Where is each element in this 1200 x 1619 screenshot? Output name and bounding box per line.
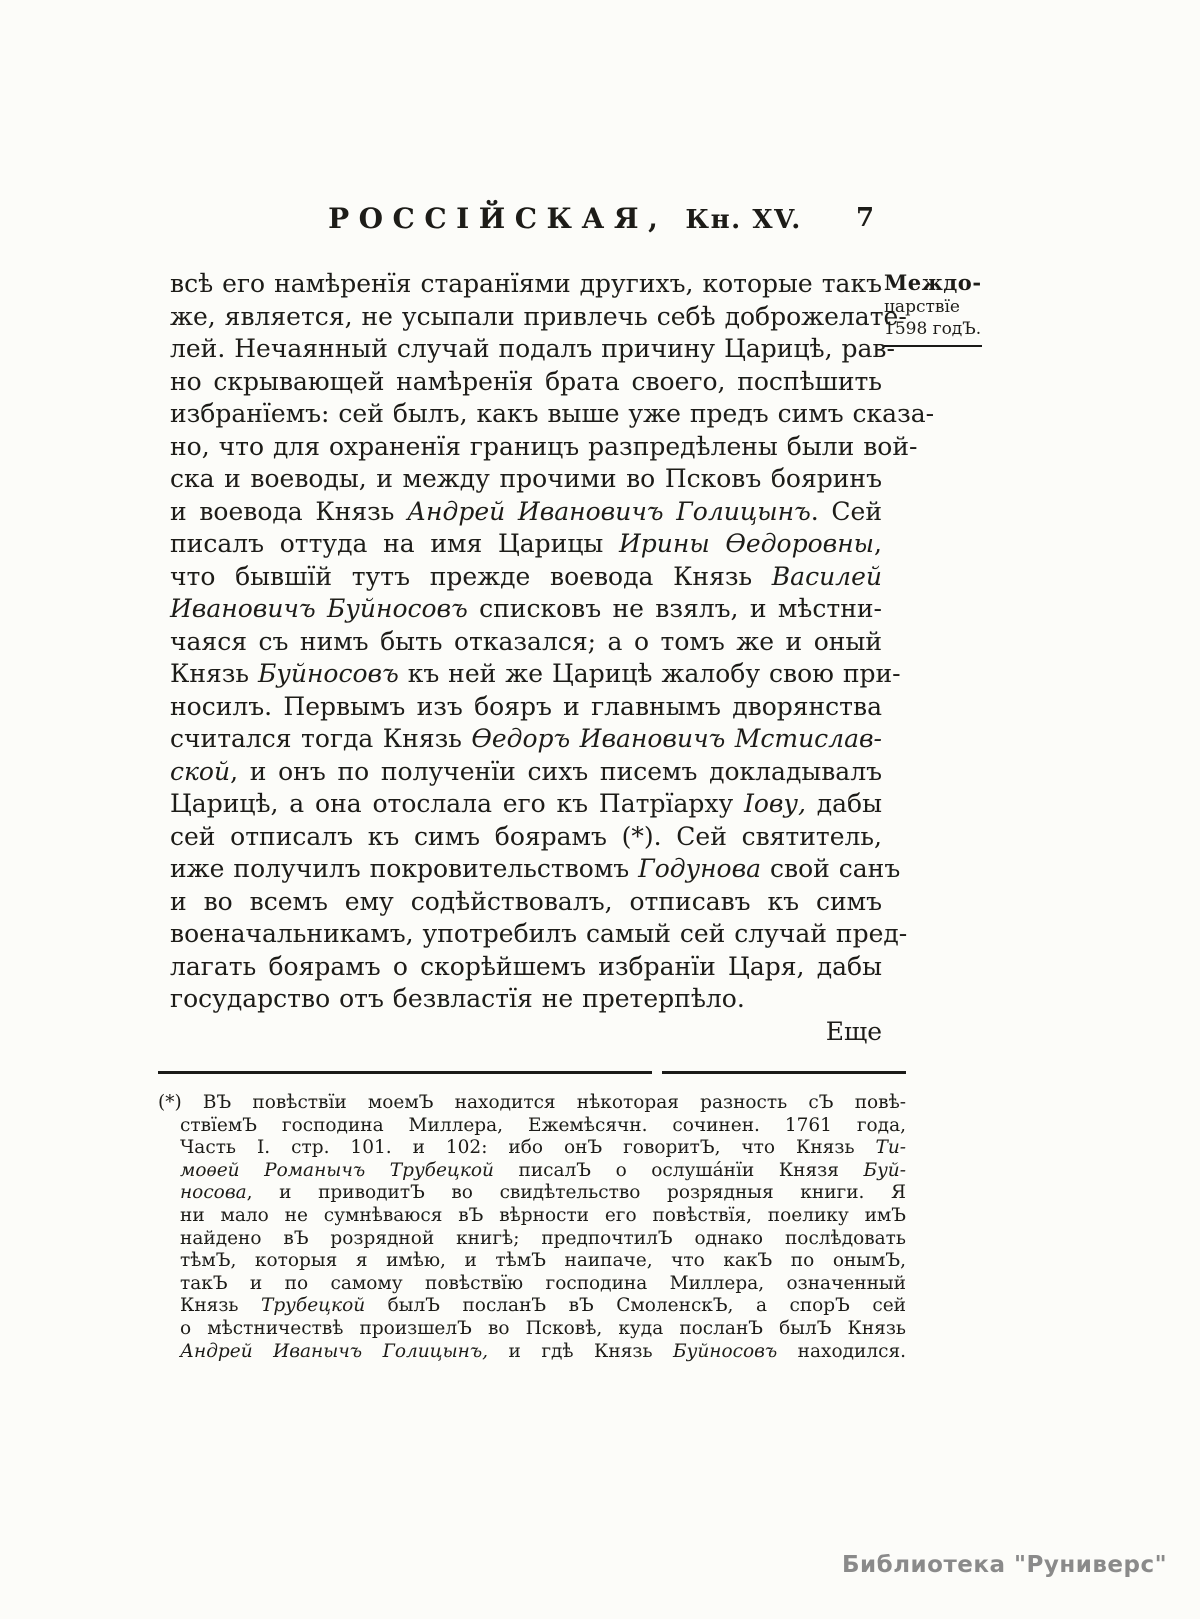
italic-name-text: Годунова	[638, 854, 762, 883]
body-text-line	[170, 691, 882, 724]
text-segment: писалъ оттуда на имя Царицы	[170, 529, 619, 558]
page-number: 7	[856, 203, 875, 233]
body-text-line	[170, 983, 882, 1016]
text-segment: Царицѣ, а она отослала его къ Патрїарху	[170, 789, 744, 818]
footnote-line	[158, 1137, 906, 1160]
footnote-line	[158, 1318, 906, 1341]
margin-note-line: 1598 годЪ.	[884, 319, 982, 339]
text-segment: государство отъ безвластїя не претерпѣло.	[170, 984, 745, 1013]
footnote-line	[158, 1115, 906, 1138]
text-segment: писалЪ о ослуша́нїи Князя	[493, 1159, 864, 1181]
body-text-line	[170, 788, 882, 821]
body-text-line	[170, 593, 882, 626]
text-segment: , и приводитЪ во свидѣтельство розрядныя книги. Я	[246, 1182, 906, 1204]
body-text-line	[170, 918, 908, 951]
running-header	[245, 202, 885, 235]
italic-name-text: Буй-	[863, 1159, 906, 1181]
text-segment: всѣ его намѣренїя старанїями другихъ, которые такъ	[170, 269, 882, 298]
italic-name-text: Андрей Иванычъ Голицынъ,	[180, 1340, 489, 1362]
body-text-line	[170, 821, 882, 854]
body-text-line	[170, 366, 882, 399]
body-text-line	[170, 723, 882, 756]
text-segment: но скрывающей намѣренїя брата своего, поспѣшить	[170, 366, 882, 396]
body-text-line	[170, 528, 882, 561]
margin-note-underline	[884, 345, 982, 347]
body-text-line	[170, 886, 882, 919]
text-segment: но, что для охраненїя границъ разпредѣлены были вой-	[170, 431, 918, 461]
footnote-line	[158, 1295, 906, 1318]
text-segment: (*) ВЪ повѣствїи моемЪ находится нѣкоторая разность сЪ повѣ-	[158, 1092, 906, 1113]
italic-name-text: Андрей Ивановичъ Голицынъ	[407, 496, 811, 526]
text-segment: носилъ. Первымъ изъ бояръ и главнымъ дворянства	[170, 691, 882, 721]
body-text-line	[170, 398, 935, 431]
text-segment: сей отписалъ къ симъ боярамъ (*). Сей святитель,	[170, 821, 882, 851]
text-segment: о мѣстничествѣ произшелЪ во Псковѣ, куда посланЪ былЪ Князь	[180, 1317, 906, 1339]
italic-name-text: Ивановичъ Буйносовъ	[170, 594, 468, 623]
text-segment: дабы	[805, 789, 882, 818]
running-header-book: Кн. XV.	[685, 205, 802, 235]
text-segment: такЪ и по самому повѣствїю господина Миллера, означенный	[180, 1272, 906, 1294]
footnote-line	[158, 1205, 906, 1228]
text-segment: лей. Нечаянный случай подалъ причину Царицѣ, рав-	[170, 334, 895, 363]
text-segment: иже получилъ покровительствомъ	[170, 854, 639, 883]
text-segment: считался тогда Князь	[170, 724, 472, 753]
italic-name-text: ской	[170, 756, 231, 786]
library-watermark: Библиотека "Руниверс"	[842, 1552, 1168, 1578]
body-text-line	[170, 268, 882, 301]
text-segment: Князь	[180, 1295, 261, 1317]
italic-name-text: Василей	[771, 561, 882, 591]
text-segment: что бывшїй тутъ прежде воевода Князь	[170, 561, 772, 591]
margin-note-line: Междо-	[884, 270, 982, 295]
body-text-line	[170, 496, 882, 529]
text-segment: избранїемъ: сей былъ, какъ выше уже предъ симъ сказа-	[170, 399, 935, 428]
text-segment: находился.	[777, 1340, 906, 1362]
italic-name-text: Ѳедоръ Ивановичъ Мстислав-	[471, 724, 883, 753]
text-segment: лагать боярамъ о скорѣйшемъ избранїи Царя, дабы	[170, 951, 882, 981]
text-segment: ,	[874, 529, 882, 558]
text-segment: тѣмЪ, которыя я имѣю, и тѣмЪ наипаче, что какЪ по онымЪ,	[180, 1250, 906, 1272]
text-segment: былЪ посланЪ вЪ СмоленскЪ, а спорЪ сей	[365, 1295, 906, 1317]
body-text-line	[170, 1016, 882, 1049]
margin-note-line: царствїе	[884, 297, 960, 317]
text-segment: къ ней же Царицѣ жалобу свою при-	[398, 659, 901, 688]
italic-name-text: моѳей Романычъ Трубецкой	[180, 1159, 494, 1181]
footnote-line	[158, 1160, 906, 1183]
text-segment: . Сей	[810, 496, 882, 526]
text-segment: Еще	[825, 1016, 882, 1046]
text-segment: и воевода Князь	[170, 496, 408, 526]
text-segment: списковъ не взялъ, и мѣстни-	[467, 594, 882, 623]
italic-name-text: Буйносовъ	[673, 1340, 778, 1362]
footnote-line	[158, 1182, 906, 1205]
text-segment: и во всемъ ему содѣйствовалъ, отписавъ къ симъ	[170, 886, 882, 916]
text-segment: ствїемЪ господина Миллера, Ежемѣсячн. сочинен. 1761 года,	[180, 1114, 906, 1136]
text-segment: , и онъ по полученїи сихъ писемъ докладывалъ	[230, 756, 882, 786]
text-segment: Часть I. стр. 101. и 102: ибо онЪ говоритЪ, что Князь	[180, 1137, 876, 1159]
body-text-line	[170, 658, 901, 691]
body-text-line	[170, 301, 907, 334]
text-segment: ска и воеводы, и между прочими во Псковъ бояринъ	[170, 464, 882, 493]
body-text-line	[170, 561, 882, 594]
body-text-line	[170, 756, 882, 789]
body-text-line	[170, 951, 882, 984]
text-segment: и гдѣ Князь	[488, 1340, 674, 1362]
body-text-line	[170, 626, 882, 659]
footnote-line	[158, 1228, 906, 1251]
text-segment: ни мало не сумнѣваюся вЪ вѣрности его повѣствїя, поелику имЪ	[180, 1204, 906, 1226]
body-text-line	[170, 333, 895, 366]
footnote-separator-rule	[158, 1071, 652, 1074]
footnote-line	[158, 1092, 906, 1115]
footnote-line	[158, 1273, 906, 1296]
footnote-line	[158, 1341, 906, 1364]
body-text-line	[170, 431, 918, 464]
italic-name-text: Ирины Ѳедоровны	[618, 529, 875, 558]
italic-name-text: носова	[180, 1182, 247, 1204]
italic-name-text: Буйносовъ	[257, 659, 399, 688]
running-header-title: РОССІЙСКАЯ,	[328, 202, 668, 235]
italic-name-text: Ти-	[875, 1137, 906, 1159]
text-segment: же, является, не усыпали привлечь себѣ доброжелате-	[170, 301, 907, 331]
footnote-line	[158, 1250, 906, 1273]
body-text-line	[170, 463, 882, 496]
footnote-separator-rule	[662, 1071, 906, 1074]
italic-name-text: Трубецкой	[260, 1295, 366, 1317]
text-segment: найдено вЪ розрядной книгѣ; предпочтилЪ однако послѣдовать	[180, 1227, 906, 1249]
body-text-line	[170, 853, 901, 886]
text-segment: Князь	[170, 659, 258, 688]
text-segment: чаяся съ нимъ быть отказался; а о томъ же и оный	[170, 626, 882, 656]
footnote-block	[158, 1092, 906, 1363]
text-segment: свой санъ	[761, 854, 901, 883]
italic-name-text: Іову,	[743, 789, 806, 818]
text-segment: военачальникамъ, употребилъ самый сей случай пред-	[170, 919, 908, 948]
